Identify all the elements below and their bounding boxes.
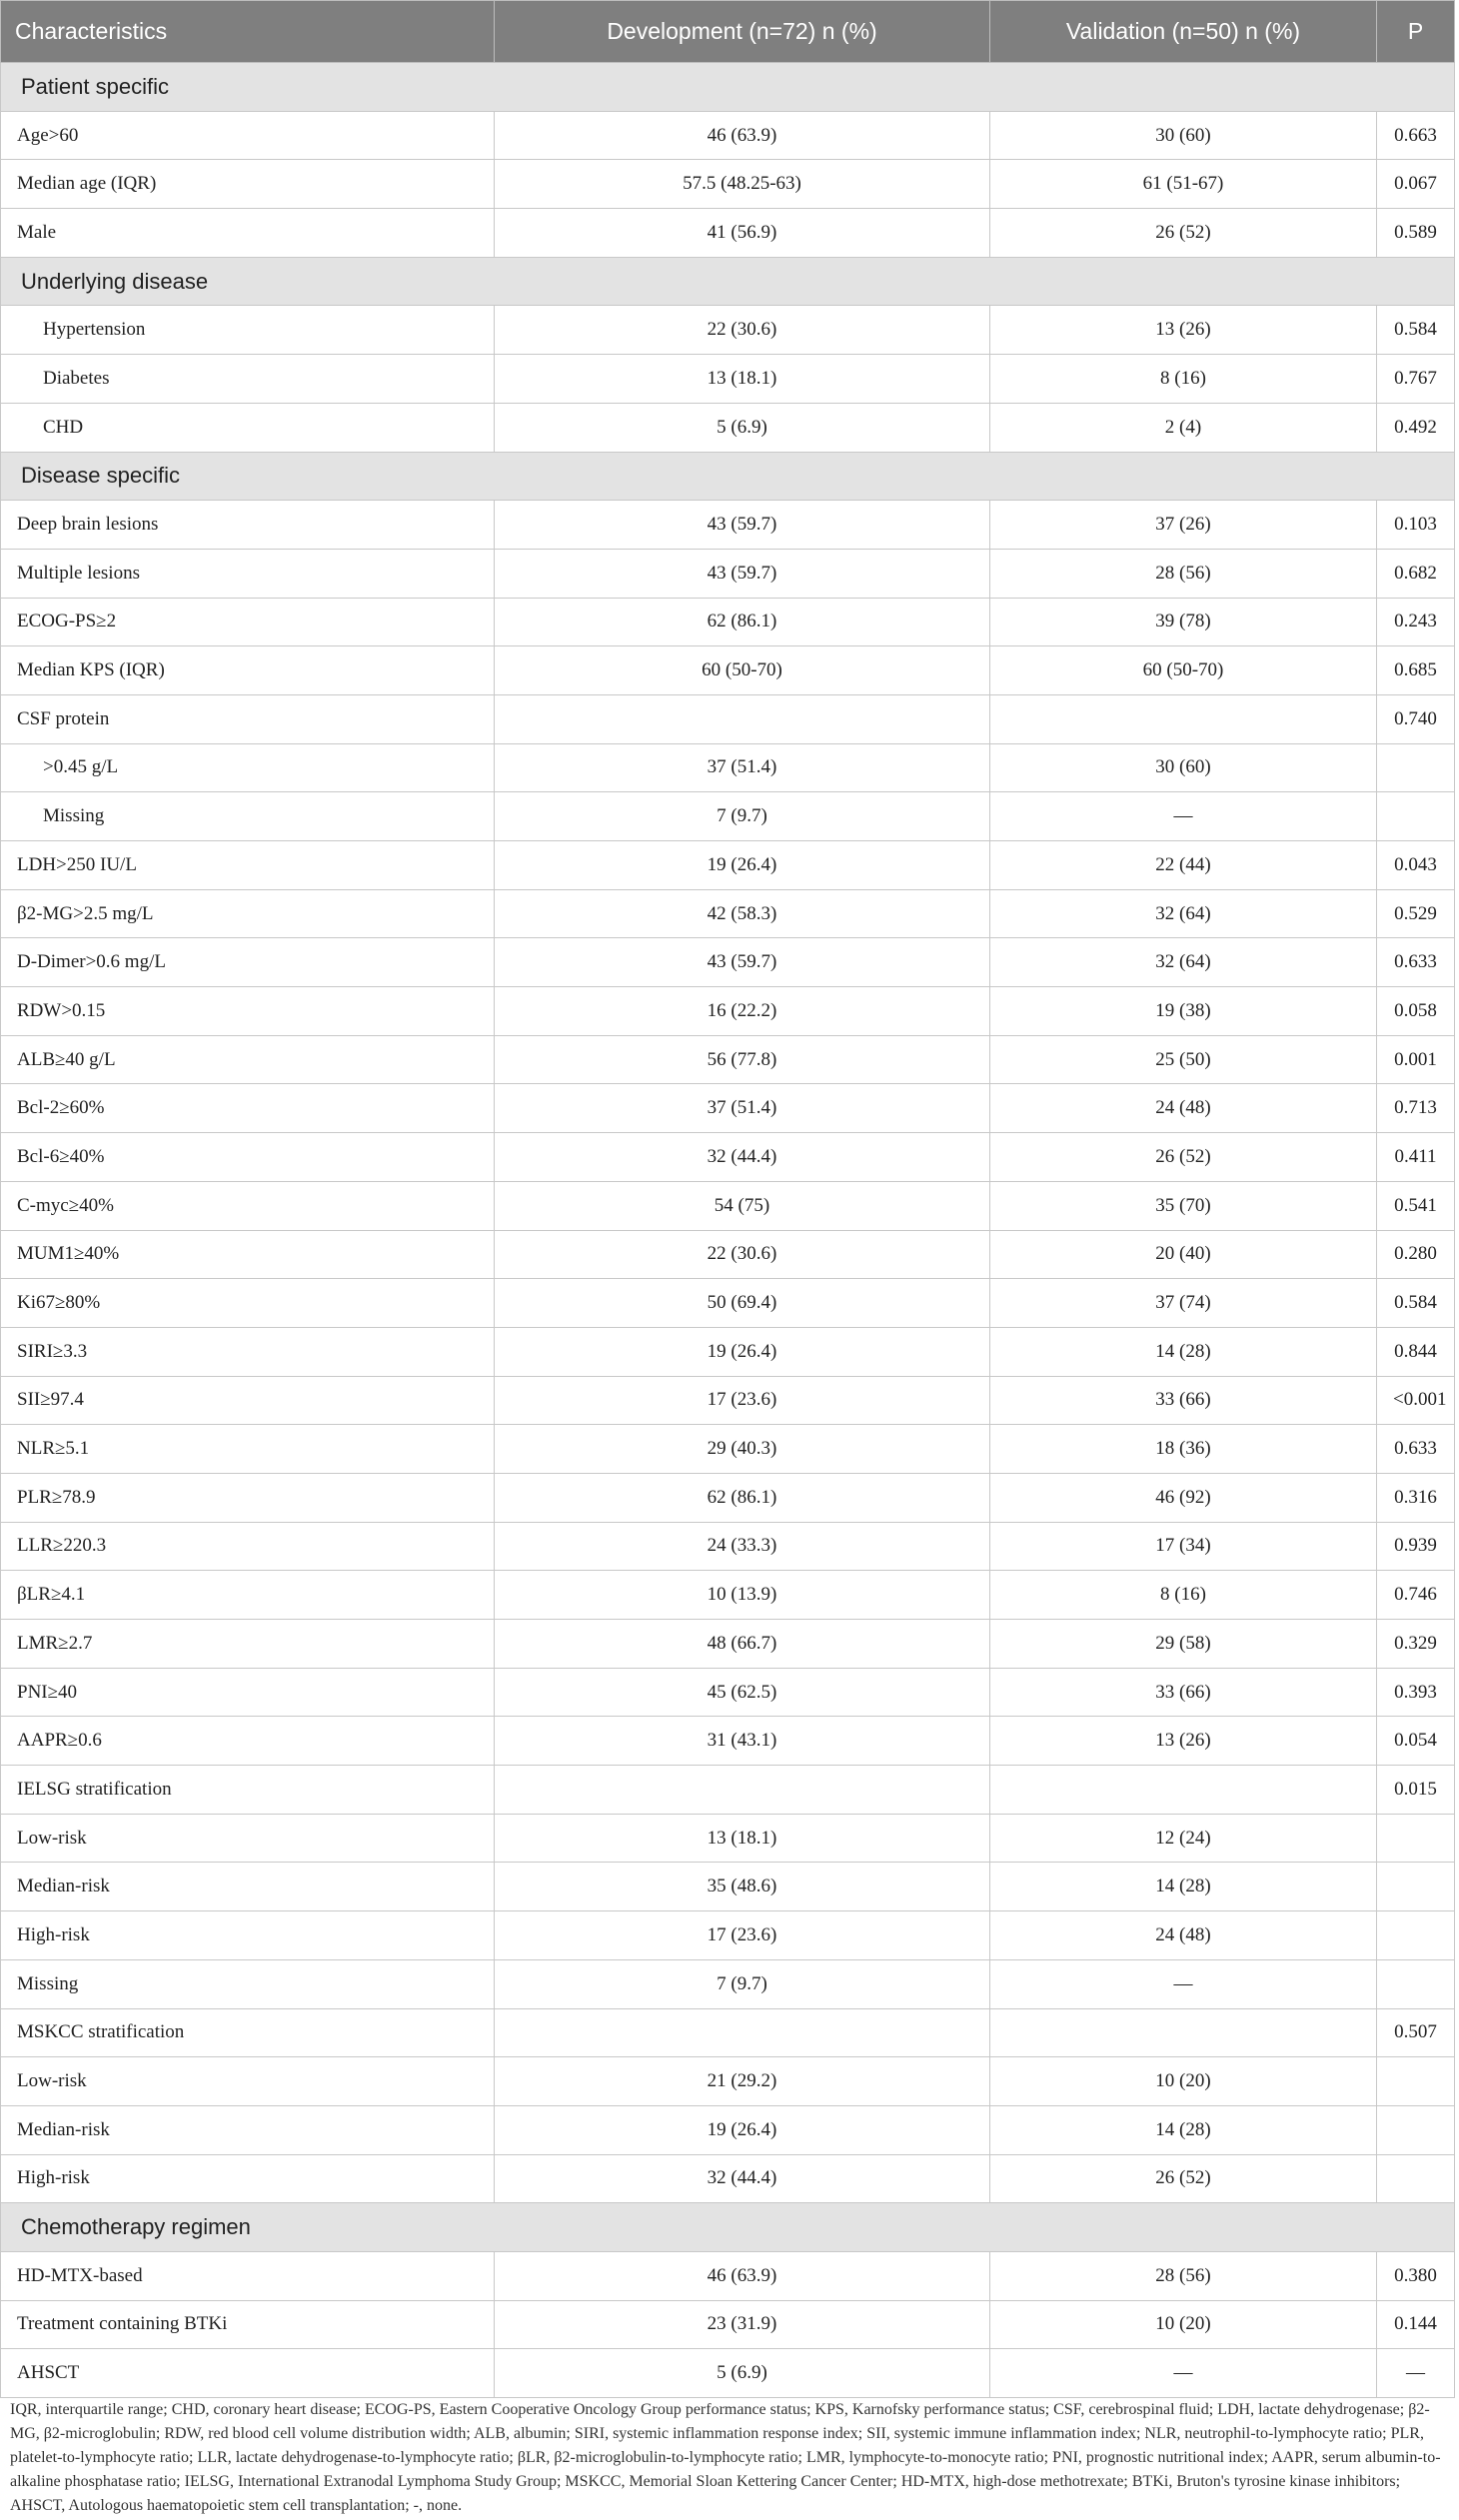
header-characteristics: Characteristics — [1, 1, 495, 63]
table-body — [1, 63, 1455, 2398]
row-label: ALB≥40 g/L — [1, 1035, 495, 1084]
p-value: 0.507 — [1377, 2008, 1455, 2057]
row-label: Median-risk — [1, 1863, 495, 1911]
row-label: Hypertension — [1, 306, 495, 355]
row-label: NLR≥5.1 — [1, 1425, 495, 1474]
row-label: MSKCC stratification — [1, 2008, 495, 2057]
p-value — [1377, 1863, 1455, 1911]
table-row — [1, 938, 1455, 987]
validation-value: 8 (16) — [990, 1571, 1377, 1620]
validation-value: 26 (52) — [990, 2154, 1377, 2203]
table-row — [1, 2300, 1455, 2349]
row-label: ECOG-PS≥2 — [1, 598, 495, 646]
development-value: 48 (66.7) — [495, 1620, 990, 1669]
validation-value: 2 (4) — [990, 403, 1377, 452]
development-value: 21 (29.2) — [495, 2057, 990, 2106]
row-label: Median-risk — [1, 2105, 495, 2154]
p-value — [1377, 2154, 1455, 2203]
table-row — [1, 1279, 1455, 1328]
p-value: 0.380 — [1377, 2251, 1455, 2300]
table-header — [1, 1, 1455, 63]
table-row — [1, 1425, 1455, 1474]
row-label: LMR≥2.7 — [1, 1620, 495, 1669]
table-row — [1, 1911, 1455, 1960]
p-value: 0.058 — [1377, 987, 1455, 1036]
development-value: 37 (51.4) — [495, 743, 990, 792]
validation-value: 33 (66) — [990, 1376, 1377, 1425]
row-label: MUM1≥40% — [1, 1230, 495, 1279]
validation-value: 14 (28) — [990, 2105, 1377, 2154]
validation-value: — — [990, 2349, 1377, 2398]
validation-value: 32 (64) — [990, 889, 1377, 938]
p-value — [1377, 2105, 1455, 2154]
row-label: D-Dimer>0.6 mg/L — [1, 938, 495, 987]
row-label: SIRI≥3.3 — [1, 1327, 495, 1376]
development-value: 50 (69.4) — [495, 1279, 990, 1328]
p-value — [1377, 2057, 1455, 2106]
p-value: 0.144 — [1377, 2300, 1455, 2349]
row-label: Median KPS (IQR) — [1, 646, 495, 695]
development-value: 10 (13.9) — [495, 1571, 990, 1620]
validation-value: 39 (78) — [990, 598, 1377, 646]
p-value: 0.663 — [1377, 111, 1455, 160]
p-value: 0.633 — [1377, 1425, 1455, 1474]
p-value: 0.633 — [1377, 938, 1455, 987]
row-label: β2-MG>2.5 mg/L — [1, 889, 495, 938]
validation-value: 28 (56) — [990, 2251, 1377, 2300]
table-row — [1, 792, 1455, 841]
p-value — [1377, 743, 1455, 792]
validation-value: 30 (60) — [990, 743, 1377, 792]
development-value: 22 (30.6) — [495, 1230, 990, 1279]
p-value: <0.001 — [1377, 1376, 1455, 1425]
p-value — [1377, 1814, 1455, 1863]
row-label: PNI≥40 — [1, 1668, 495, 1717]
development-value: 57.5 (48.25-63) — [495, 160, 990, 209]
row-label: AAPR≥0.6 — [1, 1717, 495, 1766]
row-label: Multiple lesions — [1, 549, 495, 598]
table-row — [1, 111, 1455, 160]
validation-value: 12 (24) — [990, 1814, 1377, 1863]
development-value: 60 (50-70) — [495, 646, 990, 695]
validation-value: 10 (20) — [990, 2057, 1377, 2106]
p-value: 0.015 — [1377, 1766, 1455, 1815]
p-value: 0.682 — [1377, 549, 1455, 598]
table-row — [1, 1376, 1455, 1425]
p-value: 0.492 — [1377, 403, 1455, 452]
validation-value: 33 (66) — [990, 1668, 1377, 1717]
table-row — [1, 2154, 1455, 2203]
development-value: 22 (30.6) — [495, 306, 990, 355]
p-value: 0.541 — [1377, 1181, 1455, 1230]
validation-value: 37 (26) — [990, 501, 1377, 550]
p-value: 0.411 — [1377, 1133, 1455, 1182]
validation-value: 60 (50-70) — [990, 646, 1377, 695]
row-label: High-risk — [1, 2154, 495, 2203]
p-value: 0.746 — [1377, 1571, 1455, 1620]
development-value: 46 (63.9) — [495, 2251, 990, 2300]
table-row — [1, 841, 1455, 890]
validation-value: 26 (52) — [990, 209, 1377, 258]
p-value: 0.740 — [1377, 694, 1455, 743]
row-label: CHD — [1, 403, 495, 452]
row-label: Ki67≥80% — [1, 1279, 495, 1328]
development-value: 62 (86.1) — [495, 598, 990, 646]
validation-value: 14 (28) — [990, 1327, 1377, 1376]
validation-value: — — [990, 1959, 1377, 2008]
row-label: LDH>250 IU/L — [1, 841, 495, 890]
validation-value: 24 (48) — [990, 1911, 1377, 1960]
development-value: 62 (86.1) — [495, 1473, 990, 1522]
validation-value — [990, 694, 1377, 743]
row-label: Age>60 — [1, 111, 495, 160]
development-value: 16 (22.2) — [495, 987, 990, 1036]
validation-value: — — [990, 792, 1377, 841]
p-value: 0.685 — [1377, 646, 1455, 695]
development-value: 41 (56.9) — [495, 209, 990, 258]
table-row — [1, 1571, 1455, 1620]
row-label: Bcl-2≥60% — [1, 1084, 495, 1133]
development-value: 5 (6.9) — [495, 403, 990, 452]
development-value: 13 (18.1) — [495, 1814, 990, 1863]
row-label: Male — [1, 209, 495, 258]
row-label: CSF protein — [1, 694, 495, 743]
development-value: 19 (26.4) — [495, 2105, 990, 2154]
validation-value: 24 (48) — [990, 1084, 1377, 1133]
p-value: 0.584 — [1377, 306, 1455, 355]
development-value: 7 (9.7) — [495, 1959, 990, 2008]
row-label: PLR≥78.9 — [1, 1473, 495, 1522]
validation-value: 10 (20) — [990, 2300, 1377, 2349]
validation-value: 19 (38) — [990, 987, 1377, 1036]
p-value: — — [1377, 2349, 1455, 2398]
section-row — [1, 63, 1455, 112]
section-row — [1, 257, 1455, 306]
validation-value: 46 (92) — [990, 1473, 1377, 1522]
validation-value: 28 (56) — [990, 549, 1377, 598]
row-label: C-myc≥40% — [1, 1181, 495, 1230]
development-value: 17 (23.6) — [495, 1911, 990, 1960]
p-value: 0.329 — [1377, 1620, 1455, 1669]
p-value: 0.529 — [1377, 889, 1455, 938]
p-value: 0.280 — [1377, 1230, 1455, 1279]
table-row — [1, 1814, 1455, 1863]
development-value: 13 (18.1) — [495, 355, 990, 404]
table-row — [1, 549, 1455, 598]
table-row — [1, 1522, 1455, 1571]
row-label: Bcl-6≥40% — [1, 1133, 495, 1182]
table-row — [1, 646, 1455, 695]
table-row — [1, 403, 1455, 452]
development-value: 43 (59.7) — [495, 938, 990, 987]
development-value: 32 (44.4) — [495, 1133, 990, 1182]
table-row — [1, 1084, 1455, 1133]
row-label: Diabetes — [1, 355, 495, 404]
table-row — [1, 1230, 1455, 1279]
header-p: P — [1377, 1, 1455, 63]
development-value: 31 (43.1) — [495, 1717, 990, 1766]
table-row — [1, 1620, 1455, 1669]
row-label: Low-risk — [1, 2057, 495, 2106]
p-value — [1377, 1911, 1455, 1960]
row-label: LLR≥220.3 — [1, 1522, 495, 1571]
p-value: 0.584 — [1377, 1279, 1455, 1328]
section-row — [1, 2203, 1455, 2252]
table-row — [1, 743, 1455, 792]
table-row — [1, 501, 1455, 550]
validation-value: 13 (26) — [990, 1717, 1377, 1766]
p-value: 0.067 — [1377, 160, 1455, 209]
validation-value: 25 (50) — [990, 1035, 1377, 1084]
p-value: 0.589 — [1377, 209, 1455, 258]
validation-value: 13 (26) — [990, 306, 1377, 355]
table-row — [1, 694, 1455, 743]
development-value: 19 (26.4) — [495, 841, 990, 890]
table-row — [1, 2008, 1455, 2057]
validation-value: 18 (36) — [990, 1425, 1377, 1474]
development-value: 37 (51.4) — [495, 1084, 990, 1133]
validation-value: 61 (51-67) — [990, 160, 1377, 209]
table-row — [1, 2251, 1455, 2300]
table-row — [1, 1035, 1455, 1084]
development-value: 29 (40.3) — [495, 1425, 990, 1474]
row-label: βLR≥4.1 — [1, 1571, 495, 1620]
row-label: Treatment containing BTKi — [1, 2300, 495, 2349]
development-value: 42 (58.3) — [495, 889, 990, 938]
table-row — [1, 355, 1455, 404]
table-row — [1, 160, 1455, 209]
section-label: Patient specific — [1, 63, 1455, 112]
development-value — [495, 694, 990, 743]
row-label: >0.45 g/L — [1, 743, 495, 792]
row-label: Median age (IQR) — [1, 160, 495, 209]
p-value: 0.043 — [1377, 841, 1455, 890]
p-value — [1377, 1959, 1455, 2008]
development-value: 17 (23.6) — [495, 1376, 990, 1425]
table-row — [1, 1668, 1455, 1717]
p-value: 0.393 — [1377, 1668, 1455, 1717]
row-label: SII≥97.4 — [1, 1376, 495, 1425]
p-value: 0.243 — [1377, 598, 1455, 646]
section-label: Disease specific — [1, 452, 1455, 501]
header-development: Development (n=72) n (%) — [495, 1, 990, 63]
row-label: Missing — [1, 1959, 495, 2008]
development-value: 45 (62.5) — [495, 1668, 990, 1717]
validation-value: 37 (74) — [990, 1279, 1377, 1328]
development-value: 56 (77.8) — [495, 1035, 990, 1084]
p-value: 0.316 — [1377, 1473, 1455, 1522]
development-value: 7 (9.7) — [495, 792, 990, 841]
table-row — [1, 2057, 1455, 2106]
validation-value: 29 (58) — [990, 1620, 1377, 1669]
p-value: 0.001 — [1377, 1035, 1455, 1084]
row-label: Low-risk — [1, 1814, 495, 1863]
row-label: High-risk — [1, 1911, 495, 1960]
validation-value: 20 (40) — [990, 1230, 1377, 1279]
p-value — [1377, 792, 1455, 841]
table-row — [1, 1717, 1455, 1766]
header-validation: Validation (n=50) n (%) — [990, 1, 1377, 63]
row-label: Missing — [1, 792, 495, 841]
row-label: HD-MTX-based — [1, 2251, 495, 2300]
table-row — [1, 1766, 1455, 1815]
table-row — [1, 1473, 1455, 1522]
table-row — [1, 209, 1455, 258]
p-value: 0.054 — [1377, 1717, 1455, 1766]
validation-value: 26 (52) — [990, 1133, 1377, 1182]
validation-value: 8 (16) — [990, 355, 1377, 404]
development-value: 35 (48.6) — [495, 1863, 990, 1911]
validation-value: 17 (34) — [990, 1522, 1377, 1571]
section-label: Chemotherapy regimen — [1, 2203, 1455, 2252]
validation-value — [990, 2008, 1377, 2057]
table-row — [1, 1959, 1455, 2008]
development-value: 46 (63.9) — [495, 111, 990, 160]
section-row — [1, 452, 1455, 501]
development-value: 43 (59.7) — [495, 501, 990, 550]
development-value: 54 (75) — [495, 1181, 990, 1230]
validation-value — [990, 1766, 1377, 1815]
table-row — [1, 1133, 1455, 1182]
development-value — [495, 2008, 990, 2057]
table-row — [1, 2349, 1455, 2398]
table-row — [1, 598, 1455, 646]
p-value: 0.103 — [1377, 501, 1455, 550]
development-value: 24 (33.3) — [495, 1522, 990, 1571]
table-row — [1, 1863, 1455, 1911]
validation-value: 35 (70) — [990, 1181, 1377, 1230]
table-row — [1, 987, 1455, 1036]
p-value: 0.939 — [1377, 1522, 1455, 1571]
p-value: 0.713 — [1377, 1084, 1455, 1133]
validation-value: 30 (60) — [990, 111, 1377, 160]
row-label: RDW>0.15 — [1, 987, 495, 1036]
table-row — [1, 889, 1455, 938]
table-row — [1, 1181, 1455, 1230]
row-label: AHSCT — [1, 2349, 495, 2398]
row-label: Deep brain lesions — [1, 501, 495, 550]
validation-value: 14 (28) — [990, 1863, 1377, 1911]
development-value: 23 (31.9) — [495, 2300, 990, 2349]
p-value: 0.767 — [1377, 355, 1455, 404]
p-value: 0.844 — [1377, 1327, 1455, 1376]
development-value — [495, 1766, 990, 1815]
table-row — [1, 1327, 1455, 1376]
table-footnote: IQR, interquartile range; CHD, coronary heart disease; ECOG-PS, Eastern Cooperative Oncology Group performance status; KPS, Karnofsky performance status; CSF, cerebrospinal fluid; LDH, lactate dehydrogenase; β2-MG, β2-microglobulin; RDW, red blood cell volume distribution width; ALB, albumin; SIRI, systemic inflammation response index; SII, systemic immune inflammation index; NLR, neutrophil-to-lymphocyte ratio; PLR, platelet-to-lymphocyte ratio; LLR, lactate dehydrogenase-to-lymphocyte ratio; βLR, β2-microglobulin-to-lymphocyte ratio; LMR, lymphocyte-to-monocyte ratio; PNI, prognostic nutritional index; AAPR, serum albumin-to-alkaline phosphatase ratio; IELSG, International Extranodal Lymphoma Study Group; MSKCC, Memorial Sloan Kettering Cancer Center; HD-MTX, high-dose methotrexate; BTKi, Bruton's tyrosine kinase inhibitors; AHSCT, Autologous haematopoietic stem cell transplantation; -, none. — [10, 2401, 1441, 2514]
section-label: Underlying disease — [1, 257, 1455, 306]
development-value: 19 (26.4) — [495, 1327, 990, 1376]
development-value: 43 (59.7) — [495, 549, 990, 598]
validation-value: 32 (64) — [990, 938, 1377, 987]
table-row — [1, 306, 1455, 355]
table-row — [1, 2105, 1455, 2154]
development-value: 5 (6.9) — [495, 2349, 990, 2398]
development-value: 32 (44.4) — [495, 2154, 990, 2203]
row-label: IELSG stratification — [1, 1766, 495, 1815]
validation-value: 22 (44) — [990, 841, 1377, 890]
header-row — [1, 1, 1455, 63]
